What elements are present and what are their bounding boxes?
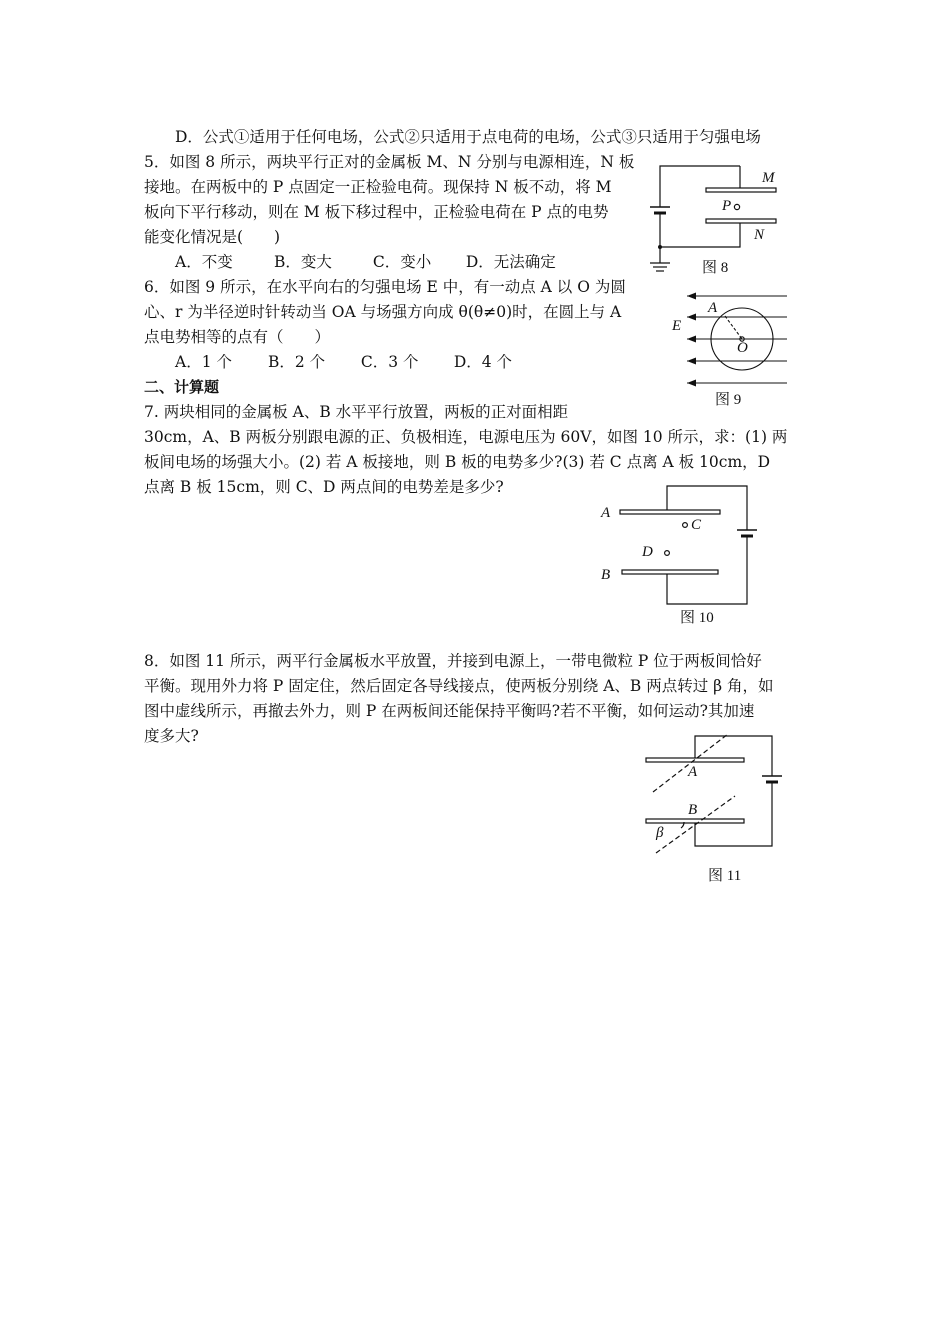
- fig8-label-n: N: [754, 227, 765, 243]
- q8-line-4: 度多大?: [144, 727, 199, 745]
- fig10-point-c: [683, 523, 688, 528]
- fig8-plate-n: [706, 219, 776, 223]
- q6-option-b: B．2 个: [267, 353, 326, 371]
- figure-8: [640, 155, 800, 280]
- fig9-arrow-5: [687, 380, 696, 387]
- fig8-plate-m: [706, 188, 776, 192]
- q5-option-a: A．不变: [175, 253, 233, 271]
- fig9-label-a: A: [708, 300, 718, 316]
- fig8-label-m: M: [762, 170, 775, 186]
- fig10-plate-b: [622, 570, 718, 574]
- figure-9: [665, 290, 800, 410]
- fig9-arrow-1: [687, 293, 696, 300]
- q5-options: [175, 251, 556, 273]
- q8-line-2: 平衡。现用外力将 P 固定住，然后固定各导线接点，使两板分别绕 A、B 两点转过 β 角，如: [144, 677, 774, 695]
- fig11-top-wire: [695, 736, 772, 776]
- fig11-label-b: B: [688, 802, 698, 818]
- figure-10: [595, 480, 765, 630]
- q5-line-2: 接地。在两板中的 P 点固定一正检验电荷。现保持 N 板不动，将 M: [144, 178, 612, 196]
- q6-line-1: 6．如图 9 所示，在水平向右的匀强电场 E 中，有一动点 A 以 O 为圆: [144, 278, 626, 296]
- fig10-label-a: A: [601, 505, 611, 521]
- fig11-caption: 图 11: [708, 868, 742, 884]
- q8-line-3: 图中虚线所示，再撤去外力，则 P 在两板间还能保持平衡吗?若不平衡，如何运动?其加速: [144, 702, 755, 720]
- fig11-bottom-wire: [695, 782, 772, 846]
- fig8-caption: 图 8: [702, 260, 729, 276]
- fig9-arrow-3: [687, 336, 696, 343]
- fig10-caption: 图 10: [680, 610, 714, 626]
- fig9-arrow-4: [687, 358, 696, 365]
- fig11-plate-b: [646, 819, 744, 823]
- fig9-radius-oa: [725, 316, 742, 339]
- q5-option-d: D．无法确定: [465, 253, 556, 271]
- prev-option-d: D．公式①适用于任何电场，公式②只适用于点电荷的电场，公式③只适用于匀强电场: [175, 128, 761, 146]
- q5-line-3: 板向下平行移动，则在 M 板下移过程中，正检验电荷在 P 点的电势: [144, 203, 609, 221]
- q5-option-c: C．变小: [372, 253, 432, 271]
- section-title: 二、计算题: [144, 378, 220, 396]
- fig8-junction-dot: [658, 245, 662, 249]
- fig8-label-p: P: [722, 198, 732, 214]
- fig11-dashed-plate-a: [653, 734, 728, 792]
- q6-line-2: 心、r 为半径逆时针转动当 OA 与场强方向成 θ(θ≠0)时，在圆上与 A: [144, 303, 622, 321]
- fig10-label-d: D: [642, 544, 653, 560]
- q7-line-1: 7. 两块相同的金属板 A、B 水平平行放置，两板的正对面相距: [144, 403, 569, 421]
- fig10-plate-a: [620, 510, 720, 514]
- q5-option-b: B．变大: [273, 253, 332, 271]
- fig9-caption: 图 9: [715, 392, 742, 408]
- fig9-arrow-2: [687, 314, 696, 321]
- q5-line-4: 能变化情况是( ): [144, 228, 281, 246]
- fig8-point-p: [734, 204, 739, 209]
- q7-line-3: 板间电场的场强大小。(2) 若 A 板接地，则 B 板的电势多少?(3) 若 C 点离 A 板 10cm，D: [144, 453, 771, 471]
- fig10-top-wire: [667, 486, 747, 530]
- figure-11: [640, 730, 790, 890]
- q6-option-a: A．1 个: [175, 353, 232, 371]
- q6-option-c: C．3 个: [360, 353, 419, 371]
- fig9-label-e: E: [672, 318, 682, 334]
- fig9-label-o: O: [737, 340, 748, 356]
- q5-line-1: 5．如图 8 所示，两块平行正对的金属板 M、N 分别与电源相连，N 板: [144, 153, 635, 171]
- fig10-label-c: C: [691, 517, 702, 533]
- q7-line-2: 30cm，A、B 两板分别跟电源的正、负极相连，电源电压为 60V，如图 10 所示，求：(1) 两: [144, 428, 788, 446]
- fig10-point-d: [665, 551, 670, 556]
- q6-line-3: 点电势相等的点有（ ）: [144, 328, 331, 346]
- fig11-label-beta: β: [656, 825, 664, 841]
- q8-line-1: 8．如图 11 所示，两平行金属板水平放置，并接到电源上，一带电微粒 P 位于两板间恰好: [144, 652, 762, 670]
- fig8-n-wire: [660, 223, 740, 247]
- fig10-label-b: B: [601, 567, 611, 583]
- q6-option-d: D．4 个: [453, 353, 513, 371]
- q6-options: [175, 351, 512, 373]
- fig11-label-a: A: [688, 764, 698, 780]
- q7-line-4: 点离 B 板 15cm，则 C、D 两点间的电势差是多少?: [144, 478, 504, 496]
